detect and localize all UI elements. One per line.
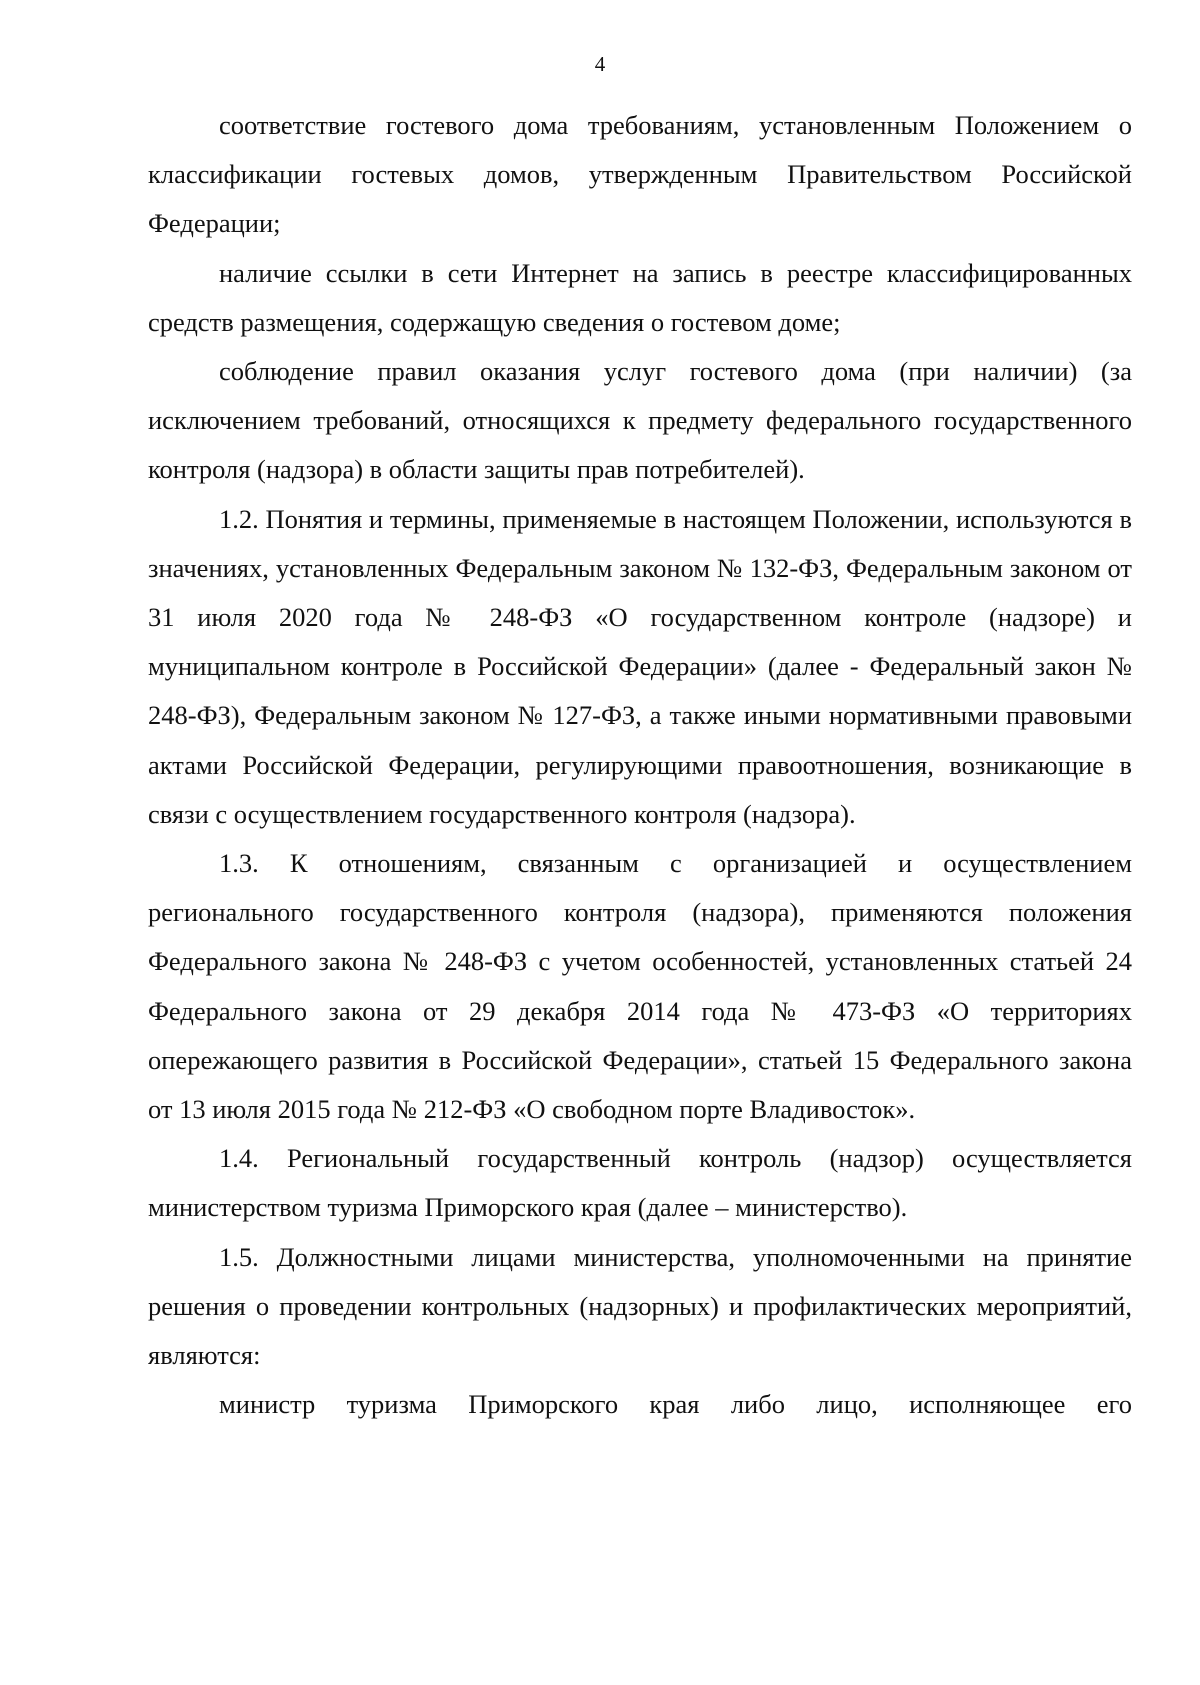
document-body bbox=[148, 101, 1132, 1429]
paragraph-minister: министр туризма Приморского края либо лицо, исполняющее его bbox=[219, 1389, 1132, 1420]
paragraph-1-2: 1.2. Понятия и термины, применяемые в настоящем Положении, используются в значениях, установленных Федеральным законом № 132-ФЗ, Федеральным законом от 31 июля 2020 года № 248-ФЗ «О государственном контроле (надзоре) и муниципальном контроле в Российской Федерации» (далее - Федеральный закон № 248-ФЗ), Федеральным законом № 127-ФЗ, а также иными нормативными правовыми актами Российской Федерации, регулирующими правоотношения, возникающие в связи с осуществлением государственного контроля (надзора). bbox=[148, 503, 1132, 829]
paragraph-service-rules: соблюдение правил оказания услуг гостевого дома (при наличии) (за исключением требований, относящихся к предмету федерального государственного контроля (надзора) в области защиты прав потребителей). bbox=[148, 356, 1132, 485]
paragraph-1-4: 1.4. Региональный государственный контроль (надзор) осуществляется министерством туризма Приморского края (далее – министерство). bbox=[148, 1143, 1132, 1223]
paragraph-1-5: 1.5. Должностными лицами министерства, уполномоченными на принятие решения о проведении контрольных (надзорных) и профилактических мероприятий, являются: bbox=[148, 1241, 1132, 1371]
paragraph-internet-registry-link: наличие ссылки в сети Интернет на запись в реестре классифицированных средств размещения, содержащую сведения о гостевом доме; bbox=[148, 257, 1132, 337]
paragraph-1-3: 1.3. К отношениям, связанным с организацией и осуществлением регионального государственного контроля (надзора), применяются положения Федерального закона № 248-ФЗ с учетом особенностей, установленных статьей 24 Федерального закона от 29 декабря 2014 года № 473-ФЗ «О территориях опережающего развития в Российской Федерации», статьей 15 Федерального закона от 13 июля 2015 года № 212-ФЗ «О свободном порте Владивосток». bbox=[148, 848, 1132, 1125]
paragraph-guest-house-compliance: соответствие гостевого дома требованиям, установленным Положением о классификации гостевых домов, утвержденным Правительством Российской Федерации; bbox=[148, 110, 1132, 239]
page-number: 4 bbox=[594, 52, 606, 76]
